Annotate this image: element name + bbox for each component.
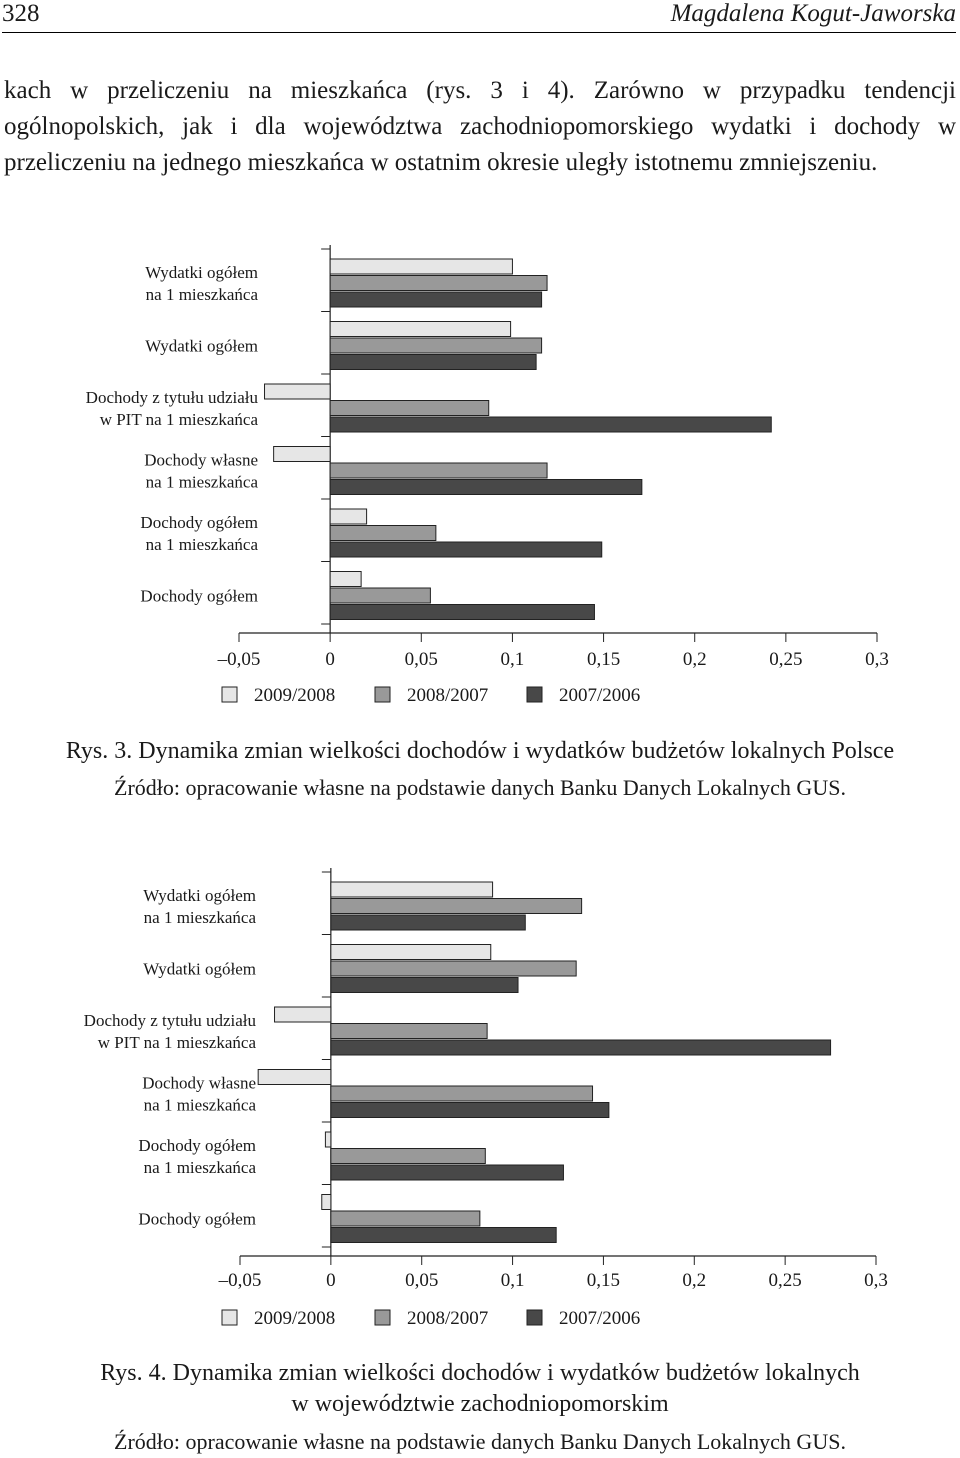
bar — [330, 509, 366, 524]
bar — [331, 1040, 831, 1055]
legend-label: 2009/2008 — [254, 685, 336, 706]
running-author: Magdalena Kogut-Jaworska — [670, 0, 956, 27]
x-tick-label: 0,05 — [404, 649, 438, 670]
figure-3-caption: Rys. 3. Dynamika zmian wielkości dochodów i wydatków budżetów lokalnych Polsce — [65, 738, 895, 764]
bar — [331, 978, 518, 993]
x-tick-label: 0,05 — [405, 1270, 439, 1291]
x-tick-label: 0,25 — [769, 649, 803, 670]
category-label: Wydatki ogółem — [143, 886, 256, 905]
bar — [330, 276, 547, 291]
legend-swatch — [222, 687, 237, 702]
legend-swatch — [222, 1310, 237, 1325]
bar — [330, 588, 430, 603]
bar — [325, 1132, 330, 1147]
bar — [274, 447, 331, 462]
figure-4-caption-line-2: w województwie zachodniopomorskim — [291, 1391, 669, 1417]
bar — [330, 355, 536, 370]
legend-swatch — [375, 687, 390, 702]
category-label: w PIT na 1 mieszkańca — [97, 1033, 256, 1052]
category-label: Dochody ogółem — [138, 1136, 256, 1155]
category-label: Dochody ogółem — [140, 586, 258, 606]
category-label: na 1 mieszkańca — [145, 535, 258, 554]
category-label: Dochody z tytułu udziału — [85, 388, 258, 407]
bar — [330, 292, 541, 307]
bar — [258, 1070, 331, 1085]
bar — [330, 463, 547, 478]
bar — [330, 480, 642, 495]
page-number: 328 — [2, 0, 40, 27]
category-label: Wydatki ogółem — [145, 263, 258, 282]
bar — [330, 338, 541, 353]
category-label: na 1 mieszkańca — [143, 1095, 256, 1115]
bar — [331, 1165, 564, 1180]
category-label: Dochody z tytułu udziału — [83, 1011, 256, 1030]
bar — [330, 259, 512, 274]
bar — [331, 961, 576, 976]
bar — [330, 572, 361, 587]
figure-4-chart — [0, 868, 960, 1343]
bar — [331, 899, 582, 914]
x-tick-label: 0,3 — [864, 1270, 888, 1291]
x-tick-label: 0 — [326, 1270, 336, 1291]
category-label: Dochody własne — [144, 450, 258, 470]
x-tick-label: 0,2 — [682, 649, 707, 670]
legend-label: 2008/2007 — [407, 1308, 489, 1329]
category-label: na 1 mieszkańca — [143, 908, 256, 927]
bar — [331, 915, 525, 930]
x-tick-label: –0,05 — [218, 1270, 262, 1291]
bar — [331, 1103, 609, 1118]
figure-3-source: Źródło: opracowanie własne na podstawie danych Banku Danych Lokalnych GUS. — [114, 775, 846, 800]
bar — [330, 605, 594, 620]
x-tick-label: 0,1 — [500, 649, 525, 670]
x-tick-label: 0,3 — [865, 649, 889, 670]
legend-label: 2008/2007 — [407, 685, 489, 706]
bar — [331, 1211, 480, 1226]
category-label: w PIT na 1 mieszkańca — [99, 410, 258, 429]
figure-4-caption-line-1: Rys. 4. Dynamika zmian wielkości dochodów i wydatków budżetów lokalnych — [100, 1360, 860, 1386]
legend-swatch — [375, 1310, 390, 1325]
bar — [275, 1007, 331, 1022]
x-tick-label: 0,15 — [586, 649, 621, 670]
bar — [331, 945, 491, 960]
x-tick-label: 0,25 — [768, 1270, 802, 1291]
category-label: na 1 mieszkańca — [143, 1158, 256, 1177]
bar — [322, 1195, 331, 1210]
x-tick-label: –0,05 — [217, 649, 261, 670]
figure-4-svg — [0, 868, 960, 1343]
figure-3-chart — [0, 245, 960, 720]
bar — [330, 526, 436, 541]
category-label: Wydatki ogółem — [143, 959, 256, 979]
bar — [331, 1086, 593, 1101]
legend-label: 2007/2006 — [559, 1308, 641, 1329]
bar — [330, 322, 510, 337]
category-label: Dochody ogółem — [140, 513, 258, 532]
legend-label: 2009/2008 — [254, 1308, 336, 1329]
bar — [330, 417, 771, 432]
running-header — [2, 0, 956, 33]
x-tick-label: 0,1 — [500, 1270, 525, 1291]
x-tick-label: 0 — [325, 649, 335, 670]
category-label: na 1 mieszkańca — [145, 285, 258, 304]
bar — [331, 882, 493, 897]
bar — [265, 384, 331, 399]
legend-swatch — [527, 687, 542, 702]
legend-label: 2007/2006 — [559, 685, 641, 706]
category-label: Dochody własne — [142, 1073, 256, 1093]
x-tick-label: 0,2 — [682, 1270, 707, 1291]
bar — [331, 1024, 487, 1039]
figure-3-svg — [0, 245, 960, 720]
x-tick-label: 0,15 — [586, 1270, 621, 1291]
bar — [330, 542, 602, 557]
category-label: na 1 mieszkańca — [145, 472, 258, 492]
figure-4-source: Źródło: opracowanie własne na podstawie danych Banku Danych Lokalnych GUS. — [114, 1429, 846, 1454]
category-label: Wydatki ogółem — [145, 336, 258, 356]
bar — [330, 401, 489, 416]
bar — [331, 1228, 556, 1243]
bar — [331, 1149, 485, 1164]
body-paragraph: kach w przeliczeniu na mieszkańca (rys. 3 i 4). Zarówno w przypadku tendencji ogólnopolskich, jak i dla województwa zachodniopomorskiego wydatki i dochody w przeliczeniu na jednego mieszkańca w ostatnim okresie uległy istotnemu zmniejszeniu. — [4, 77, 956, 176]
category-label: Dochody ogółem — [138, 1209, 256, 1229]
legend-swatch — [527, 1310, 542, 1325]
